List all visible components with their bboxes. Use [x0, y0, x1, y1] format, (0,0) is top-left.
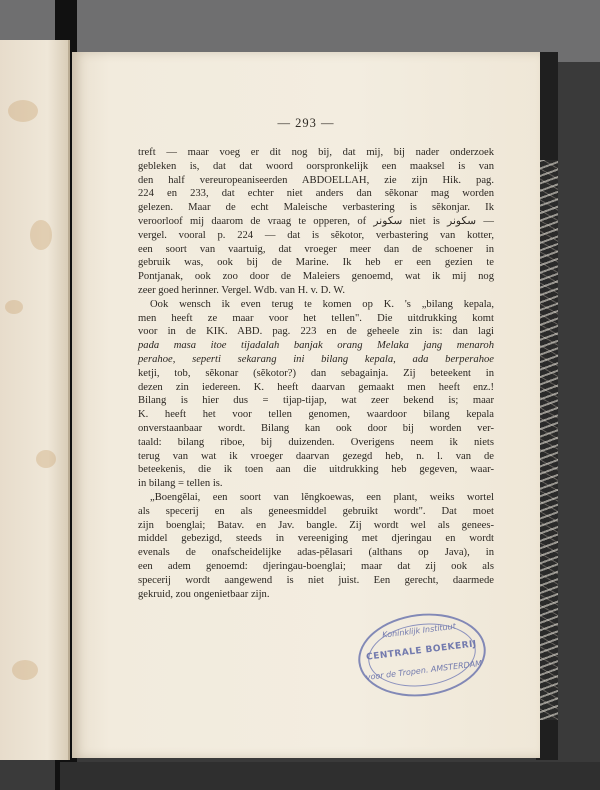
- text-line: beteekenis, die ik toen aan die uitdrukking heb gegeven, waar-: [138, 464, 494, 476]
- text-line: 224 en 233, dat echter niet anders dan sĕkonar mag worden: [138, 188, 494, 200]
- text-line: ketji, tob, sĕkonar (sĕkotor?) dan sebagainja. Zij beteekent in: [138, 367, 494, 379]
- text-line: treft — maar voeg er dit nog bij, dat mij, bij nader onderzoek: [138, 147, 494, 158]
- background-bottom: [60, 762, 600, 790]
- text-line: evenals de onafscheidelijke adas-pĕlasari (althans op Java), in: [138, 547, 494, 559]
- text-line: K. heeft het voor tellen genomen, waardoor bilang kepala: [138, 409, 494, 421]
- text-line: veroorloof mij daarom de vraag te opperen, of سكونر niet is سكونر —: [138, 215, 494, 227]
- text-line: een soort van vaartuig, dat vroeger meer dan de schoener in: [138, 243, 494, 255]
- stamp-line-1: Koninklijk Instituut: [381, 621, 457, 640]
- text-line: pada masa itoe tijadalah banjak orang Melaka jang menaroh: [138, 340, 494, 352]
- text-line: Bilang is hier dus = tijap-tijap, wat zeer bekend is; maar: [138, 395, 494, 407]
- book-page: [72, 52, 540, 758]
- marbled-cover: [540, 160, 558, 720]
- text-line: voor in de KIK. ABD. pag. 223 en de geheele zin is: dan lagi: [138, 326, 494, 338]
- text-line: zeer goed herinner. Vergel. Wdb. van H. v. D. W.: [138, 284, 346, 296]
- text-line: den half vereuropeaniseerden ABDOELLAH, zie zijn Hik. pag.: [138, 174, 494, 186]
- text-line: middel gebezigd, steeds in vereeniging met djeringau en wordt: [138, 533, 494, 545]
- page-text: [138, 146, 494, 601]
- stamp-line-2: CENTRALE BOEKERIJ: [365, 639, 478, 663]
- text-line: gebruik was, ook bij de Marine. Ik heb er een gezien te: [138, 257, 494, 269]
- text-line: men heeft ze maar voor het tellen". Die uitdrukking komt: [138, 312, 494, 324]
- text-line: specerij wordt aangewend is niet juist. Een gerecht, daarmede: [138, 574, 494, 586]
- text-line: gebleken is, dat dat woord oorspronkelijk een maaksel is van: [138, 160, 494, 172]
- page-number: — 293 —: [277, 116, 335, 130]
- text-line: gekruid, zou ongenietbaar zijn.: [138, 588, 270, 600]
- text-line: onverstaanbaar wordt. Bilang kan ook door bij worden ver-: [138, 422, 494, 434]
- text-line: als specerij en als geneesmiddel gebruikt wordt". Dat moet: [138, 505, 494, 517]
- text-line: gelezen. Maar de echt Maleische verbastering is sĕkonjar. Ik: [138, 202, 494, 214]
- text-line: Ook wensch ik even terug te komen op K. 's „bilang kepala,: [150, 298, 494, 310]
- text-line: in bilang = tellen is.: [138, 478, 223, 490]
- previous-page-edge: [0, 40, 70, 760]
- text-line: „Boengĕlai, een soort van lĕngkoewas, een plant, weiks wortel: [150, 491, 494, 503]
- stamp-line-3: voor de Tropen. AMSTERDAM: [365, 658, 483, 682]
- library-stamp: [353, 607, 490, 704]
- text-line: taald: bilang riboe, bij duizenden. Overigens neem ik niets: [138, 436, 494, 448]
- text-line: vergel. vooral p. 224 — dat is sĕkotor, verbastering van kotter,: [138, 229, 494, 241]
- text-line: terug van wat ik vroeger daarvan gezegd heb, n. l. van de: [138, 450, 494, 462]
- text-line: Pontjanak, ook zoo door de Maleiers genoemd, wat ik mij nog: [138, 271, 494, 283]
- text-line: een adem genoemd: djeringau-boenglai; maar dat zij ook als: [138, 560, 494, 572]
- text-line: dezen zin iedereen. K. heeft daarvan gemaakt men heeft enz.!: [138, 381, 494, 393]
- text-line: zijn boenglai; Batav. en Jav. bangle. Zij wordt wel als genees-: [138, 519, 494, 531]
- text-line: perahoe, seperti sekarang ini bilang kepala, ada berperahoe: [138, 353, 494, 365]
